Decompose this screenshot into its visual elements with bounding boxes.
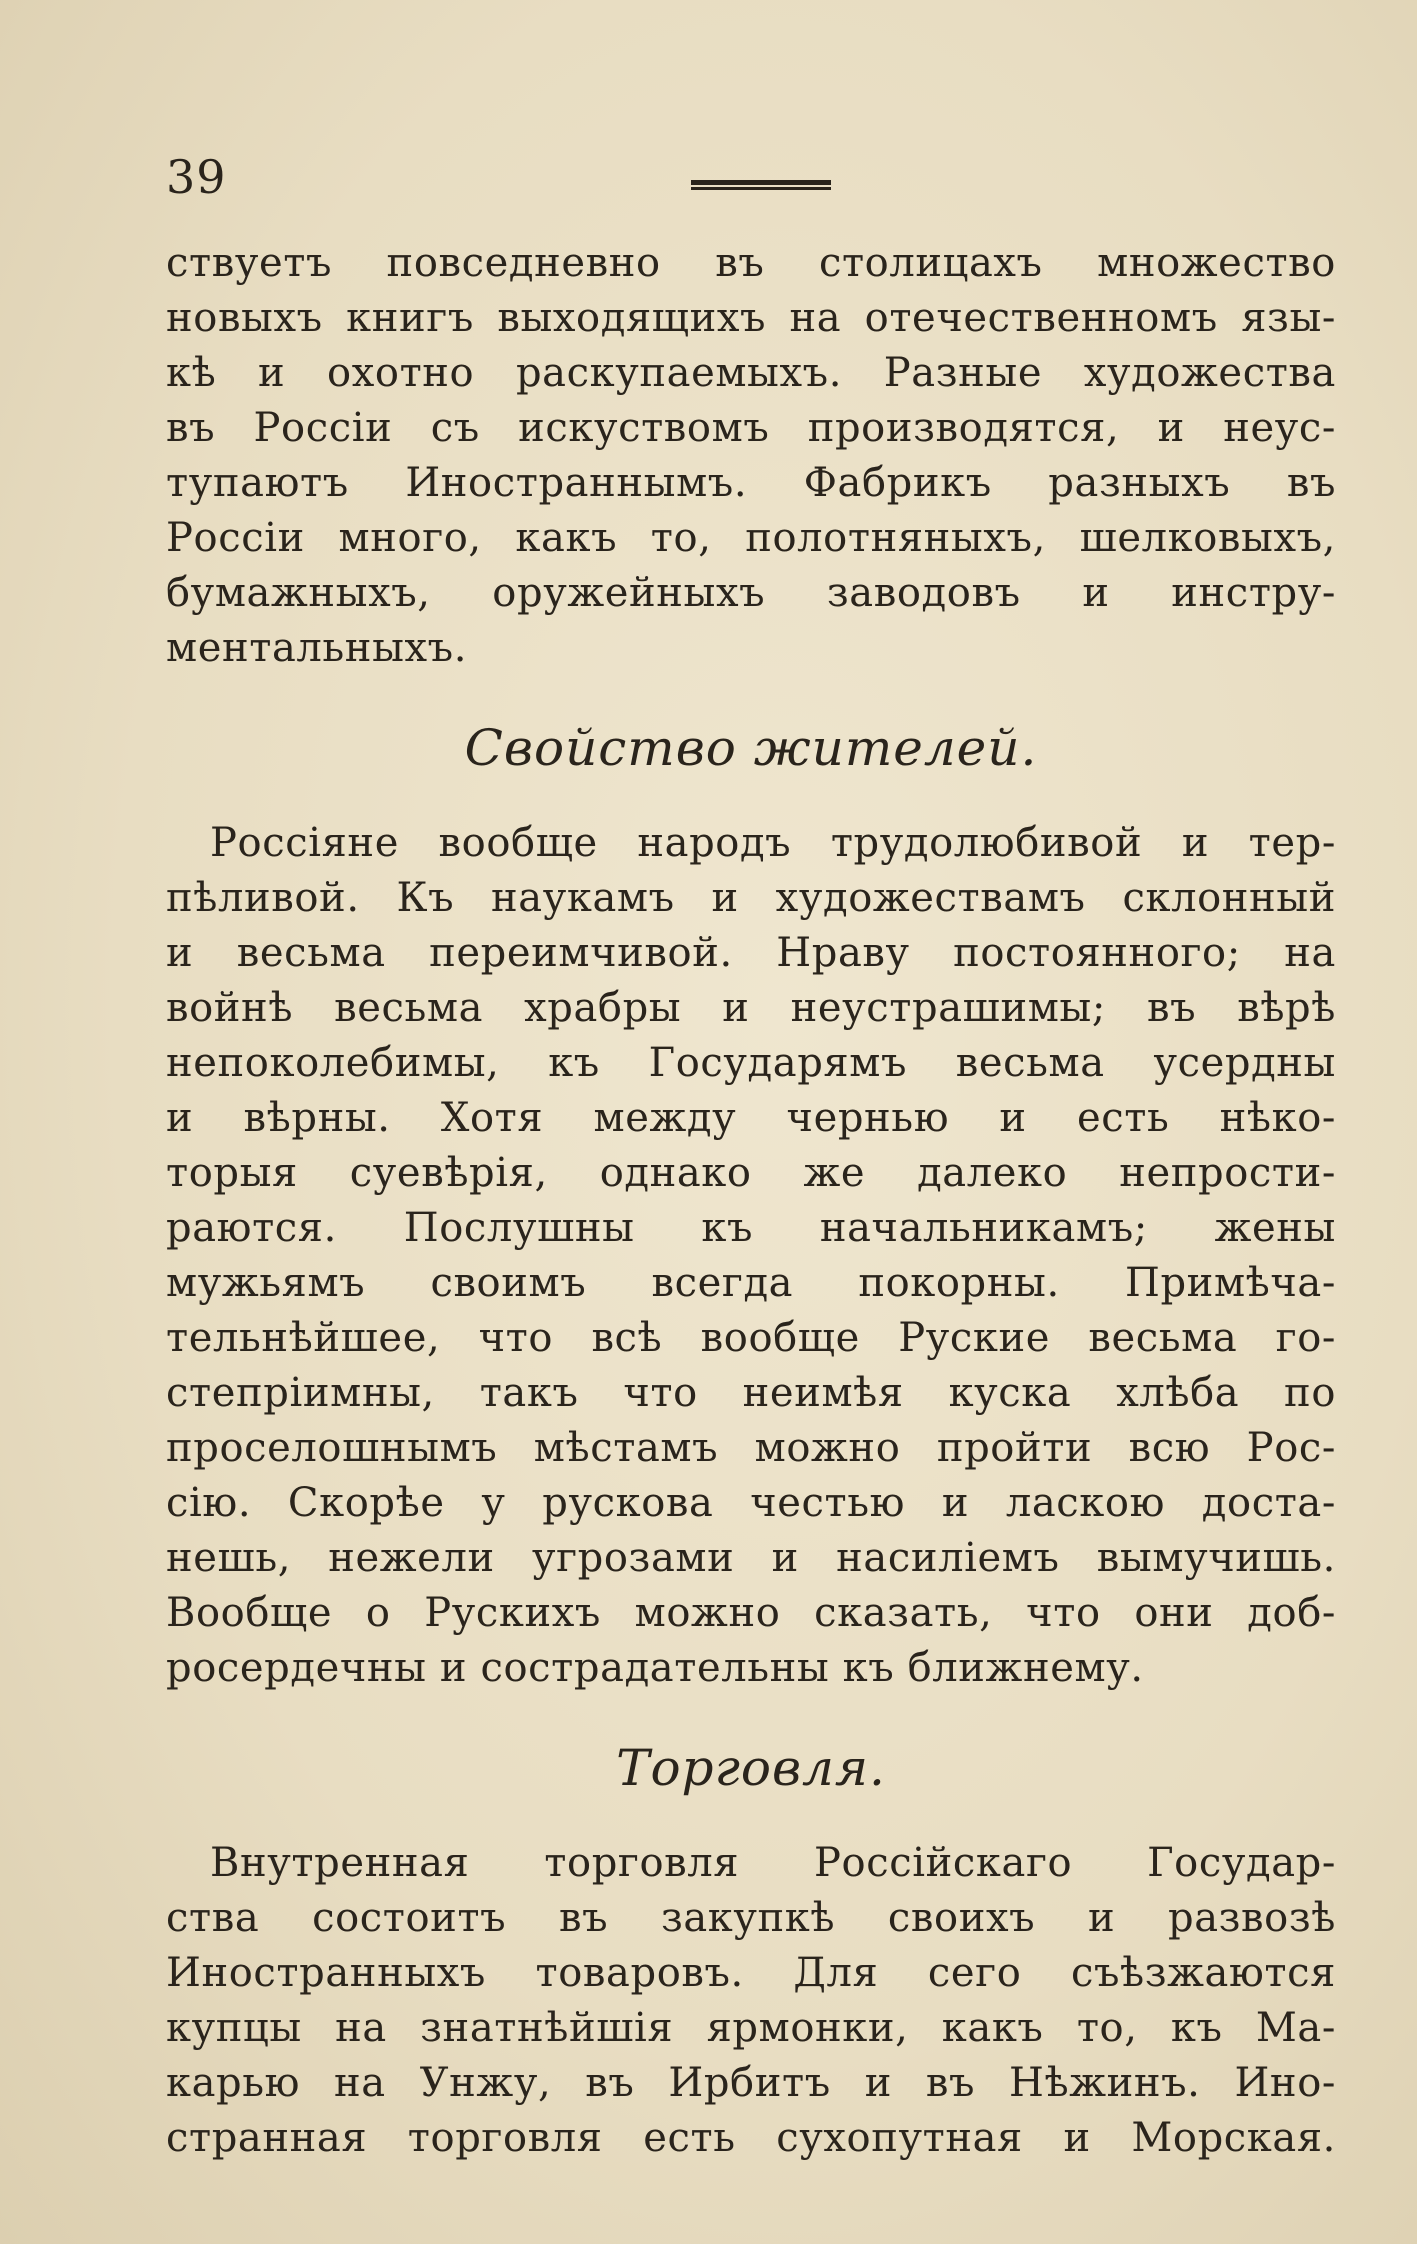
- section-heading-inhabitants: Свойство жителей.: [464, 719, 1038, 777]
- text-line: сію. Скорѣе у рускова честью и ласкою доста-: [166, 1480, 1336, 1526]
- text-line: ствуетъ повседневно въ столицахъ множество: [166, 240, 1336, 286]
- text-line: бумажныхъ, оружейныхъ заводовъ и инстру-: [166, 570, 1336, 616]
- text-line: торыя суевѣрія, однако же далеко непрости-: [166, 1150, 1336, 1196]
- header-rule: [691, 180, 831, 190]
- text-line: новыхъ книгъ выходящихъ на отечественномъ язы-: [166, 295, 1336, 341]
- text-line: ментальныхъ.: [166, 625, 468, 671]
- text-line: мужьямъ своимъ всегда покорны. Примѣча-: [166, 1260, 1336, 1306]
- paragraph-1: [166, 236, 1336, 676]
- text-line: нешь, нежели угрозами и насиліемъ вымучишь.: [166, 1535, 1336, 1581]
- page-number: 39: [166, 150, 227, 204]
- text-line: Россіи много, какъ то, полотняныхъ, шелковыхъ,: [166, 515, 1336, 561]
- text-line: странная торговля есть сухопутная и Морская.: [166, 2115, 1336, 2161]
- page-header: [166, 150, 1327, 204]
- text-line: купцы на знатнѣйшія ярмонки, какъ то, къ Ма-: [166, 2005, 1336, 2051]
- text-line: и вѣрны. Хотя между чернью и есть нѣко-: [166, 1095, 1336, 1141]
- text-line: непоколебимы, къ Государямъ весьма усердны: [166, 1040, 1336, 1086]
- text-line: Иностранныхъ товаровъ. Для сего съѣзжаются: [166, 1950, 1336, 1996]
- text-line: ства состоитъ въ закупкѣ своихъ и развозѣ: [166, 1895, 1336, 1941]
- text-line: тупаютъ Иностраннымъ. Фабрикъ разныхъ въ: [166, 460, 1336, 506]
- text-line: росердечны и сострадательны къ ближнему.: [166, 1645, 1144, 1691]
- text-line: тельнѣйшее, что всѣ вообще Руские весьма го-: [166, 1315, 1336, 1361]
- text-line: Россіяне вообще народъ трудолюбивой и тер-: [210, 820, 1336, 866]
- text-line: проселошнымъ мѣстамъ можно пройти всю Рос-: [166, 1425, 1336, 1471]
- text-line: Внутренная торговля Россійскаго Государ-: [210, 1840, 1336, 1886]
- text-line: войнѣ весьма храбры и неустрашимы; въ вѣрѣ: [166, 985, 1336, 1031]
- text-line: карью на Унжу, въ Ирбитъ и въ Нѣжинъ. Ино-: [166, 2060, 1336, 2106]
- body-text: [166, 236, 1336, 2166]
- text-line: раются. Послушны къ начальникамъ; жены: [166, 1205, 1336, 1251]
- paragraph-2: [166, 816, 1336, 1696]
- text-line: степріимны, такъ что неимѣя куска хлѣба по: [166, 1370, 1336, 1416]
- text-line: пѣливой. Къ наукамъ и художествамъ склонный: [166, 875, 1336, 921]
- text-line: и весьма переимчивой. Нраву постоянного; на: [166, 930, 1336, 976]
- text-line: Вообще о Рускихъ можно сказать, что они доб-: [166, 1590, 1336, 1636]
- paragraph-3: [166, 1836, 1336, 2166]
- section-heading-trade: Торговля.: [616, 1739, 886, 1797]
- text-line: въ Россіи съ искуствомъ производятся, и неус-: [166, 405, 1336, 451]
- text-line: кѣ и охотно раскупаемыхъ. Разные художества: [166, 350, 1336, 396]
